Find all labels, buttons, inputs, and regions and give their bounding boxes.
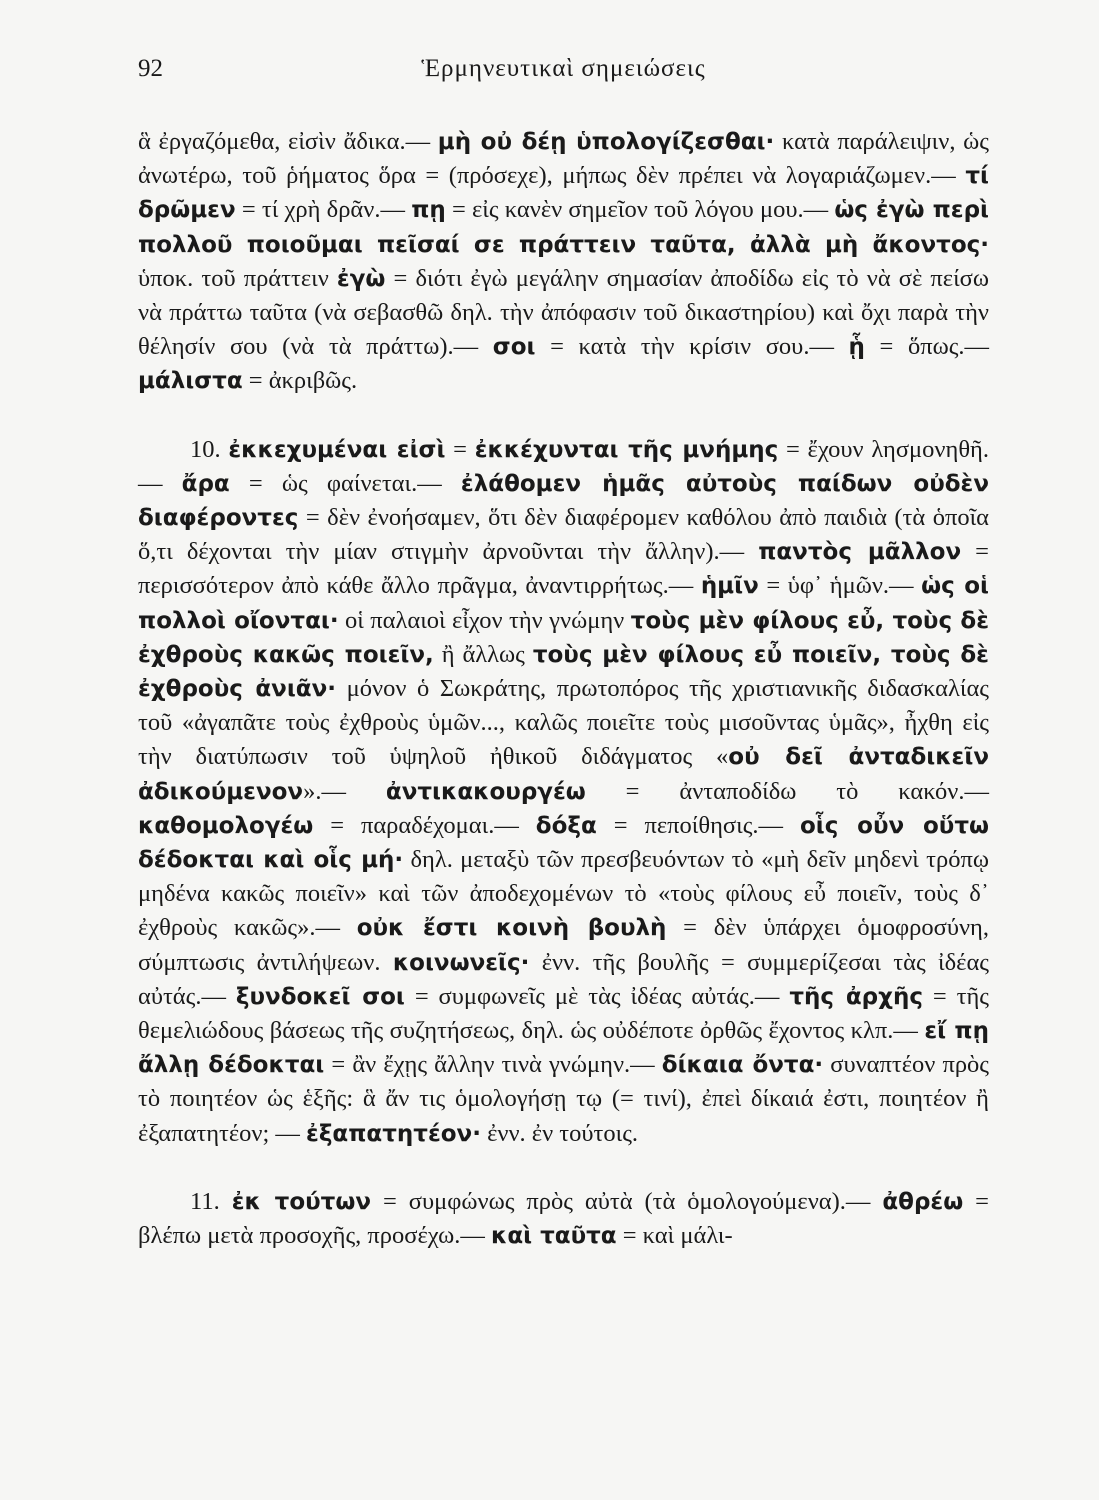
body-text: συναπτέον πρὸς τὸ ποιητέον ὡς ἑξῆς: ἃ ἄν τις ὁμολογήσῃ τῳ (= τινί), ἐπεὶ δίκαιά ἐστι, ποιητέον ἢ ἐξαπατητέον; — — [138, 1051, 989, 1147]
bold-term: ἐκκεχυμέναι εἰσὶ — [228, 436, 446, 463]
page-body — [138, 125, 989, 1253]
body-text: = ἀνταποδίδω τὸ κακόν.— — [585, 777, 989, 805]
bold-term: ἀθρέω — [882, 1188, 964, 1215]
body-text: = συμφωνεῖς μὲ τὰς ἰδέας αὐτάς.— — [404, 982, 790, 1010]
body-text: ».— — [303, 777, 386, 805]
bold-term: ὡς ἐγὼ περὶ πολλοῦ ποιοῦμαι πεῖσαί σε πράττειν ταῦτα, ἀλλὰ μὴ ἄκοντος· — [138, 197, 989, 258]
body-text: = πεποίθησις.— — [596, 811, 800, 839]
body-text: ἢ ἄλλως — [433, 640, 533, 668]
paragraph-10 — [138, 433, 989, 1151]
page-header — [138, 55, 989, 95]
bold-term: ἐξαπατητέον· — [306, 1120, 481, 1147]
body-text: = ἀκριβῶς. — [242, 367, 358, 395]
body-text: = συμφώνως πρὸς αὐτὰ (τὰ ὁμολογούμενα).— — [371, 1187, 883, 1215]
body-text: ἐνν. ἐν τούτοις. — [480, 1119, 639, 1147]
bold-term: δόξα — [535, 812, 597, 839]
body-text: = ὅπως.— — [864, 333, 990, 361]
body-text: = παραδέχομαι.— — [313, 811, 536, 839]
bold-term: ἡμῖν — [700, 573, 759, 600]
bold-term: οὐκ ἔστι κοινὴ βουλὴ — [356, 915, 667, 942]
bold-term: καὶ ταῦτα — [490, 1223, 617, 1250]
body-text: = περισσότερον ἀπὸ κάθε ἄλλο πρᾶγμα, ἀναντιρρήτως.— — [138, 538, 989, 600]
body-text: μόνον ὁ Σωκράτης, πρωτοπόρος τῆς χριστιανικῆς διδασκαλίας τοῦ «ἀγαπᾶτε τοὺς ἐχθροὺς ὑμῶν..., καλῶς ποιεῖτε τοὺς μισοῦντας ὑμᾶς», ἦχθη εἰς τὴν διατύπωσιν τοῦ ὑψηλοῦ ἠθικοῦ διδάγματος « — [138, 675, 990, 771]
bold-term: ἐλάθομεν ἡμᾶς αὐτοὺς παίδων οὐδὲν διαφέροντες — [138, 470, 989, 532]
running-title: Ἑρμηνευτικαὶ σημειώσεις — [421, 55, 706, 82]
bold-term: μάλιστα — [138, 368, 243, 395]
body-text: κατὰ παράλειψιν, ὡς ἀνωτέρω, τοῦ ῥήματος ὅρα = (πρόσεχε), μήπως δὲν πρέπει νὰ λογαριάζωμεν.— — [138, 128, 990, 190]
body-text: = καὶ μάλι- — [616, 1222, 733, 1250]
body-text: = ὡς φαίνεται.— — [229, 469, 461, 497]
bold-term: οἷς οὖν οὕτω δέδοκται καὶ οἷς μή· — [138, 812, 989, 874]
body-text: δηλ. μεταξὺ τῶν πρεσβευόντων τὸ «μὴ δεῖν μηδενὶ τρόπῳ μηδένα κακῶς ποιεῖν» καὶ τῶν ἀποδεχομένων τὸ «τοὺς φίλους εὖ ποιεῖν, τοὺς δ᾽ ἐχθροὺς κακῶς».— — [138, 846, 990, 942]
body-text: = εἰς κανὲν σημεῖον τοῦ λόγου μου.— — [445, 196, 835, 224]
body-text: = κατὰ τὴν κρίσιν σου.— — [535, 333, 849, 361]
bold-term: ἐκκέχυνται τῆς μνήμης — [474, 436, 779, 463]
bold-term: ὡς οἱ πολλοὶ οἴονται· — [138, 573, 989, 634]
body-text: = ἂν ἔχῃς ἄλλην τινὰ γνώμην.— — [324, 1051, 662, 1079]
paragraph-1 — [138, 125, 989, 399]
bold-term: ἄρα — [181, 470, 230, 497]
paragraph-11 — [138, 1185, 989, 1253]
body-text: = διότι ἐγὼ μεγάλην σημασίαν ἀποδίδω εἰς τὸ νὰ σὲ πείσω νὰ πράττω ταῦτα (νὰ σεβασθῶ δηλ. τὴν ἀπόφασιν τοῦ δικαστηρίου) καὶ ὄχι παρὰ τὴν θέλησίν σου (νὰ τὰ πράττω).— — [138, 264, 989, 361]
bold-term: παντὸς μᾶλλον — [758, 539, 962, 566]
body-text: ἃ ἐργαζόμεθα, εἰσὶν ἄδικα.— — [138, 128, 438, 155]
bold-term: ᾗ — [848, 334, 865, 361]
bold-term: τοὺς μὲν φίλους εὖ, τοὺς δὲ ἐχθροὺς κακῶς ποιεῖν, — [138, 607, 990, 668]
body-text: = τί χρὴ δρᾶν.— — [235, 196, 412, 224]
bold-term: δίκαια ὄντα· — [661, 1052, 824, 1079]
bold-term: πῃ — [411, 197, 446, 224]
bold-term: ἐγὼ — [336, 265, 386, 292]
body-text: = ὑφ᾽ ἡμῶν.— — [758, 572, 922, 600]
bold-term: ἀντικακουργέω — [385, 778, 586, 805]
bold-term: τί δρῶμεν — [138, 163, 989, 224]
bold-term: τῆς ἀρχῆς — [789, 983, 923, 1010]
body-text: = δὲν ἐνοήσαμεν, ὅτι δὲν διαφέρομεν καθόλου ἀπὸ παιδιὰ (τὰ ὁποῖα ὅ,τι δέχονται τὴν μίαν στιγμὴν ἀρνοῦνται τὴν ἄλλην).— — [138, 504, 989, 566]
body-text: οἱ παλαιοὶ εἶχον τὴν γνώμην — [338, 606, 631, 634]
body-text: = βλέπω μετὰ προσοχῆς, προσέχω.— — [138, 1187, 989, 1250]
page-number: 92 — [138, 55, 163, 82]
body-text: = δὲν ὑπάρχει ὁμοφροσύνη, σύμπτωσις ἀντιλήψεων. — [138, 914, 989, 976]
bold-term: καθομολογέω — [138, 812, 314, 839]
bold-term: οὐ δεῖ ἀνταδικεῖν ἀδικούμενον — [138, 744, 989, 805]
bold-term: μὴ οὐ δέῃ ὑπολογίζεσθαι· — [437, 129, 775, 155]
bold-term: τοὺς μὲν φίλους εὖ ποιεῖν, τοὺς δὲ ἐχθροὺς ἀνιᾶν· — [138, 641, 989, 703]
bold-term: κοινωνεῖς· — [392, 949, 530, 976]
body-text: 10. — [190, 435, 229, 463]
body-text: 11. — [190, 1187, 232, 1215]
body-text: = τῆς θεμελιώδους βάσεως τῆς συζητήσεως, δηλ. ὡς οὐδέποτε ὀρθῶς ἔχοντος κλπ.— — [138, 982, 989, 1045]
bold-term: ἐκ τούτων — [231, 1188, 372, 1215]
body-text: = ἔχουν λησμονηθῆ.— — [138, 435, 989, 497]
body-text: ἐνν. τῆς βουλῆς = συμμερίζεσαι τὰς ἰδέας αὐτάς.— — [138, 948, 989, 1010]
bold-term: ξυνδοκεῖ σοι — [235, 983, 405, 1010]
bold-term: σοι — [492, 334, 536, 361]
bold-term: εἴ πῃ ἄλλῃ δέδοκται — [138, 1018, 989, 1079]
body-text: = — [445, 435, 475, 463]
body-text: ὑποκ. τοῦ πράττειν — [138, 264, 337, 292]
